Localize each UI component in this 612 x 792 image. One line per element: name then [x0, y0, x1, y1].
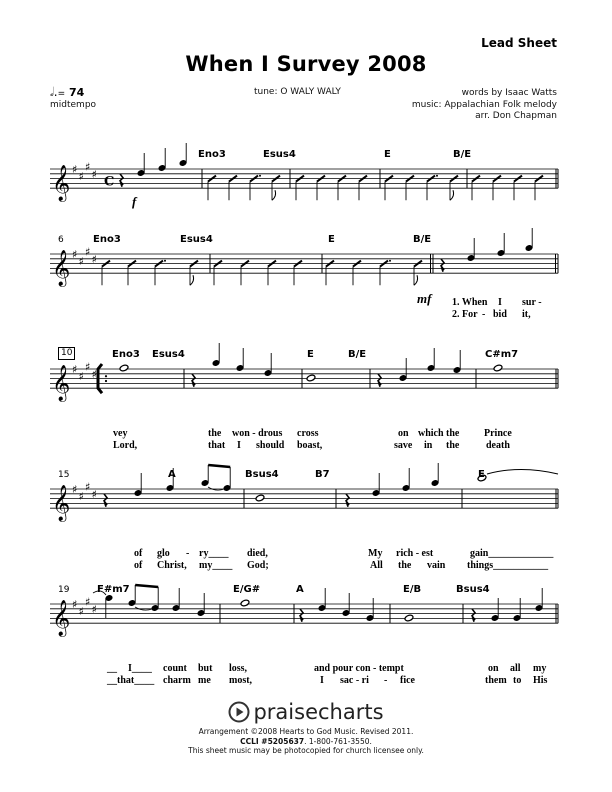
credit-music: music: Appalachian Folk melody	[411, 99, 557, 110]
lyric-syllable: God;	[247, 560, 269, 571]
lyric-syllable: my____	[199, 560, 233, 571]
lyric-syllable: me	[198, 675, 211, 686]
lyric-syllable: 1. When	[452, 297, 488, 308]
lyric-syllable: on	[488, 663, 499, 674]
lyric-syllable: 2. For	[452, 309, 478, 320]
lyric-syllable: vain	[427, 560, 446, 571]
lyric-syllable: gain_____________	[470, 548, 554, 559]
treble-clef-icon: 𝄞	[52, 250, 71, 287]
tune-name: tune: O WALY WALY	[254, 87, 341, 97]
credits	[412, 88, 557, 123]
chord-symbol: Bsus4	[456, 584, 490, 595]
music-system	[0, 460, 612, 570]
logo-text: praisecharts	[253, 700, 384, 724]
sharp-icon: ♯	[72, 248, 78, 261]
lyric-syllable: fice	[400, 675, 415, 686]
treble-clef-icon: 𝄞	[52, 365, 71, 402]
chord-symbol: Eno3	[198, 149, 226, 160]
sharp-icon: ♯	[91, 602, 97, 616]
lyric-syllable: I	[320, 675, 324, 686]
chord-symbol: E	[307, 349, 314, 360]
sharp-icon: ♯	[78, 170, 84, 184]
license-line: This sheet music may be photocopied for church licensee only.	[188, 746, 424, 755]
sharp-icon: ♯	[78, 605, 84, 619]
lyric-syllable: of	[134, 548, 143, 559]
lyric-syllable: and pour con - tempt	[314, 663, 404, 674]
chord-symbol: B7	[315, 469, 330, 480]
lyric-syllable: glo	[157, 548, 170, 559]
lyric-syllable: I	[237, 440, 241, 451]
lyric-syllable: boast,	[297, 440, 323, 451]
lyric-syllable: won - drous	[232, 428, 283, 439]
lyric-syllable: in	[424, 440, 433, 451]
lyric-syllable: -	[186, 548, 190, 559]
lyric-syllable: the	[446, 428, 460, 439]
chord-symbol: E	[328, 234, 335, 245]
dynamic-marking: mf	[417, 291, 432, 306]
dotted-half-note-icon: 𝅗𝅥.	[50, 85, 58, 99]
lyric-syllable: I	[498, 297, 502, 308]
praisecharts-logo	[228, 700, 383, 724]
lyric-syllable: -	[384, 675, 388, 686]
chord-symbol: B/E	[348, 349, 367, 360]
treble-clef-icon: 𝄞	[52, 165, 71, 202]
lyric-syllable: died,	[247, 548, 268, 559]
chord-symbol: E/B	[403, 584, 422, 595]
lyric-syllable: charm	[163, 675, 191, 686]
staff	[0, 225, 612, 335]
lyric-syllable: My	[368, 548, 383, 559]
sharp-icon: ♯	[85, 160, 91, 174]
lyric-syllable: should	[256, 440, 285, 451]
lyric-syllable: Prince	[484, 428, 512, 439]
lyric-syllable: ry____	[199, 548, 229, 559]
lyric-syllable: the	[208, 428, 222, 439]
lyric-syllable: of	[134, 560, 143, 571]
sharp-icon: ♯	[91, 167, 97, 181]
measure-number: 15	[58, 470, 70, 480]
lyric-syllable: count	[163, 663, 187, 674]
sharp-icon: ♯	[85, 245, 91, 259]
lyric-syllable: All	[370, 560, 383, 571]
tempo-value: 74	[69, 86, 85, 99]
music-system	[0, 575, 612, 685]
measure-number: 19	[58, 585, 70, 595]
lyric-syllable: the	[446, 440, 460, 451]
chord-symbol: Esus4	[263, 149, 296, 160]
sharp-icon: ♯	[91, 252, 97, 266]
lyric-syllable: death	[486, 440, 510, 451]
sharp-icon: ♯	[78, 370, 84, 384]
sharp-icon: ♯	[72, 363, 78, 376]
lyric-syllable: sur -	[522, 297, 542, 308]
lyric-syllable: Lord,	[113, 440, 138, 451]
measure-number: 6	[58, 235, 64, 245]
chord-symbol: A	[168, 469, 176, 480]
chord-symbol: B/E	[453, 149, 472, 160]
lyric-syllable: I____	[128, 663, 152, 674]
chord-symbol: F#m7	[97, 584, 130, 595]
sharp-icon: ♯	[72, 163, 78, 176]
chord-symbol: Eno3	[112, 349, 140, 360]
chord-symbol: C#m7	[485, 349, 519, 360]
lyric-syllable: __that____	[107, 675, 155, 686]
sharp-icon: ♯	[85, 360, 91, 374]
lyric-syllable: on	[398, 428, 409, 439]
sharp-icon: ♯	[85, 595, 91, 609]
chord-symbol: Eno3	[93, 234, 121, 245]
music-system	[0, 225, 612, 335]
lyric-syllable: that	[208, 440, 226, 451]
lyric-syllable: rich - est	[396, 548, 434, 559]
treble-clef-icon: 𝄞	[52, 600, 71, 637]
chord-symbol: E	[478, 469, 485, 480]
chord-symbol: B/E	[413, 234, 432, 245]
footer	[0, 700, 612, 756]
lyric-syllable: but	[198, 663, 213, 674]
sharp-icon: ♯	[91, 487, 97, 501]
chord-symbol: Esus4	[180, 234, 213, 245]
tempo-description: midtempo	[50, 100, 97, 110]
song-title: When I Survey 2008	[185, 52, 427, 76]
lyric-syllable: it,	[522, 309, 531, 320]
lyric-syllable: vey	[113, 428, 128, 439]
chord-symbol: E	[384, 149, 391, 160]
credit-words: words by Isaac Watts	[461, 88, 557, 98]
sharp-icon: ♯	[72, 598, 78, 611]
lyric-syllable: things___________	[467, 560, 549, 571]
sharp-icon: ♯	[72, 483, 78, 496]
lyric-syllable: save	[394, 440, 413, 451]
ccli-number: CCLI #5205637	[240, 736, 305, 746]
lyric-syllable: loss,	[229, 663, 248, 674]
sharp-icon: ♯	[91, 367, 97, 381]
lyric-syllable: -	[482, 309, 486, 320]
lyric-syllable: the	[398, 560, 412, 571]
measure-number: 10	[58, 347, 75, 360]
lyric-syllable: my	[533, 663, 547, 674]
sharp-icon: ♯	[85, 480, 91, 494]
ccli-phone: . 1-800-761-3550.	[304, 736, 372, 746]
chord-symbol: Esus4	[152, 349, 185, 360]
play-circle-icon	[228, 701, 250, 723]
lyric-syllable: His	[533, 675, 548, 686]
lyric-syllable: them	[485, 675, 507, 686]
dynamic-marking: f	[132, 194, 137, 209]
lyric-syllable: all	[510, 663, 521, 674]
ccli-line	[0, 737, 612, 747]
lyric-syllable: __	[107, 663, 117, 674]
tempo-marking: 𝅗𝅥.= 74	[50, 85, 85, 99]
credit-arranger: arr. Don Chapman	[475, 111, 557, 121]
sharp-icon: ♯	[78, 255, 84, 269]
lyric-syllable: bid	[493, 309, 507, 320]
sharp-icon: ♯	[78, 490, 84, 504]
common-time-icon: C	[104, 174, 115, 190]
lyric-syllable: sac - ri	[340, 675, 369, 686]
chord-symbol: A	[296, 584, 304, 595]
lyric-syllable: which	[418, 428, 444, 439]
lead-sheet-label: Lead Sheet	[481, 36, 557, 50]
lyric-syllable: Christ,	[157, 560, 187, 571]
lyric-syllable: cross	[297, 428, 319, 439]
music-system	[0, 340, 612, 450]
treble-clef-icon: 𝄞	[52, 485, 71, 522]
lyric-syllable: to	[513, 675, 522, 686]
chord-symbol: Bsus4	[245, 469, 279, 480]
lyric-syllable: most,	[229, 675, 253, 686]
chord-symbol: E/G#	[233, 584, 261, 595]
copyright-line: Arrangement ©2008 Hearts to God Music. Revised 2011.	[198, 727, 414, 736]
